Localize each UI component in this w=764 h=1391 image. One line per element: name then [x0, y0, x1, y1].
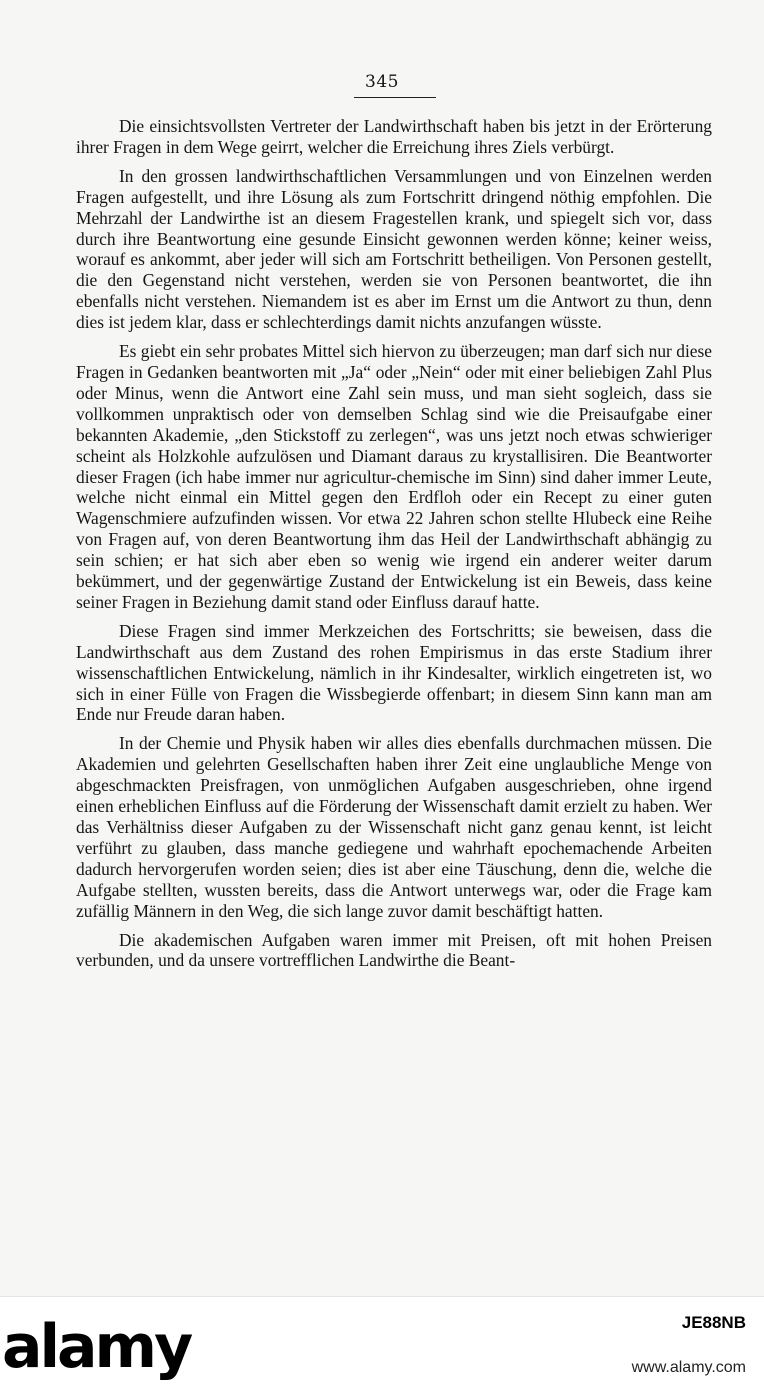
body-text — [76, 116, 712, 979]
stock-watermark-bar — [0, 1296, 764, 1391]
paragraph: In der Chemie und Physik haben wir alles dies ebenfalls durchmachen müssen. Die Akademien und gelehrten Gesellschaften haben ihrer Zeit eine unglaubliche Menge von abgeschmackten Preisfragen, von unmöglichen Aufgaben ausgeschrieben, ohne irgend einen erheblichen Einfluss auf die Förderung der Wissenschaft damit erzielt zu haben. Wer das Verhältniss dieser Aufgaben zu der Wissenschaft nicht ganz genau kennt, ist leicht verführt zu glauben, dass manche gediegene und wahrhaft epochemachende Arbeiten dadurch hervorgerufen worden seien; dies ist aber eine Täuschung, denn die, welche die Aufgabe stellten, wussten bereits, dass die Antwort unterwegs war, oder die Frage kam zufällig Männern in den Weg, die sich lange zuvor damit beschäftigt hatten. — [76, 733, 712, 921]
paragraph: Diese Fragen sind immer Merkzeichen des Fortschritts; sie beweisen, dass die Landwirthschaft aus dem Zustand des rohen Empirismus in das erste Stadium ihrer wissenschaftlichen Entwickelung, nämlich in ihr Kindesalter, wirklich eingetreten ist, wo sich in einer Fülle von Fragen die Wissbegierde offenbart; in diesem Sinn kann man am Ende nur Freude daran haben. — [76, 620, 712, 725]
paragraph: Die einsichtsvollsten Vertreter der Landwirthschaft haben bis jetzt in der Erörterung ihrer Fragen in dem Wege geirrt, welcher die Erreichung ihres Ziels verbürgt. — [76, 116, 712, 157]
page-number: 345 — [365, 72, 399, 92]
alamy-logo: alamy — [2, 1312, 191, 1382]
page-number-rule — [354, 97, 436, 98]
site-url: www.alamy.com — [631, 1359, 746, 1376]
paragraph: In den grossen landwirthschaftlichen Versammlungen und von Einzelnen werden Fragen aufgestellt, und ihre Lösung als zum Fortschritt dringend nöthig empfohlen. Die Mehrzahl der Landwirthe ist an diesem Fragestellen krank, und spiegelt sich vor, dass durch ihre Beantwortung eine gesunde Einsicht gewonnen werden könne; keiner weiss, worauf es ankommt, aber jeder will sich am Fortschritt betheiligen. Von Personen gestellt, die den Gegenstand nicht verstehen, werden sie von Personen beantwortet, die ihn ebenfalls nicht verstehen. Niemandem ist es aber im Ernst um die Antwort zu thun, denn dies ist jedem klar, dass er schlechterdings damit nichts anzufangen wüsste. — [76, 165, 712, 333]
image-id: JE88NB — [681, 1313, 746, 1332]
paragraph: Die akademischen Aufgaben waren immer mit Preisen, oft mit hohen Preisen verbunden, und da unsere vortrefflichen Landwirthe die Beant- — [76, 929, 712, 971]
paragraph: Es giebt ein sehr probates Mittel sich hiervon zu überzeugen; man darf sich nur diese Fragen in Gedanken beantworten mit „Ja“ oder „Nein“ oder mit einer beliebigen Zahl Plus oder Minus, wenn die Antwort eine Zahl sein muss, und man sieht sogleich, dass sie vollkommen unpraktisch oder von demselben Schlag sind wie die Preisaufgabe einer bekannten Akademie, „den Stickstoff zu zerlegen“, was uns jetzt noch etwas schwieriger scheint als Holzkohle aufzulösen und Diamant daraus zu krystallisiren. Die Beantworter dieser Fragen (ich habe immer nur agricultur-chemische im Sinn) sind daher immer Leute, welche nicht einmal ein Mittel gegen den Erdfloh oder ein Recept zu einer guten Wagenschmiere aufzufinden wissen. Vor etwa 22 Jahren schon stellte Hlubeck eine Reihe von Fragen auf, von deren Beantwortung ihm das Heil der Landwirthschaft abhängig zu sein schien; er hat sich aber eben so wenig wie irgend ein anderer weiter darum bekümmert, und der gegenwärtige Zustand der Entwickelung ist ein Beweis, dass keine seiner Fragen in Beziehung damit stand oder Einfluss darauf hatte. — [76, 341, 712, 612]
